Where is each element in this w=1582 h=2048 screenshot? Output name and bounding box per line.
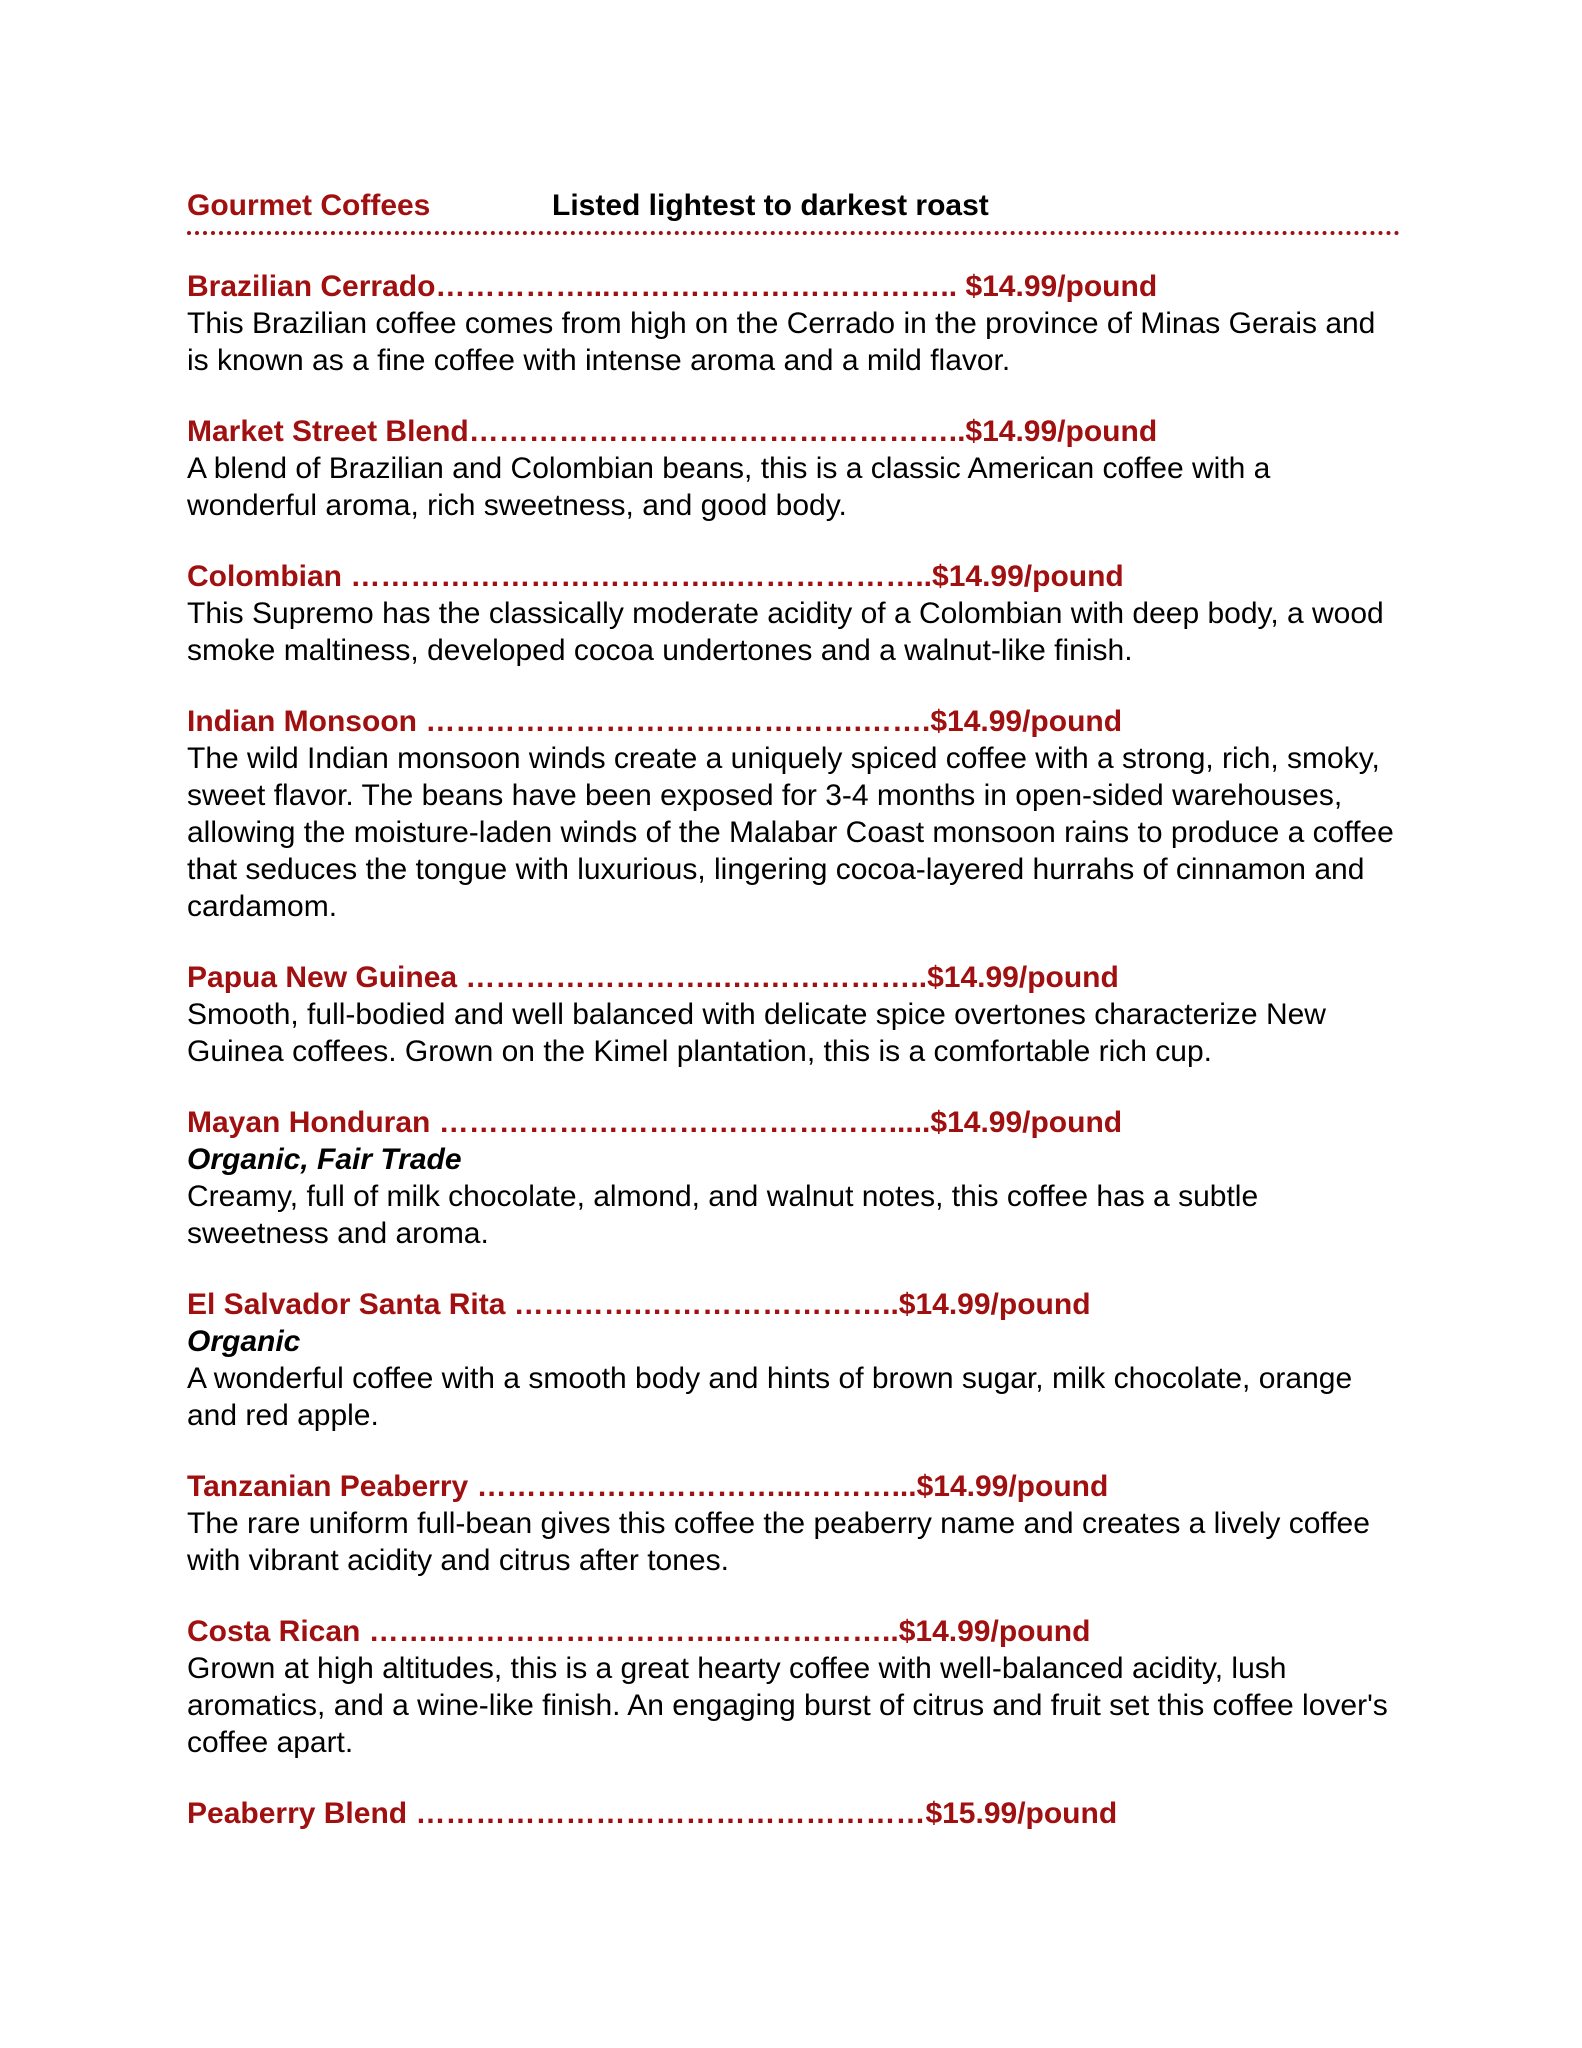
coffee-name: Indian Monsoon (187, 705, 426, 738)
coffee-name: Papua New Guinea (187, 961, 466, 994)
coffee-price-line (187, 959, 1400, 996)
coffee-item (187, 1613, 1400, 1761)
dot-leader: ……………………..….…………….. (465, 961, 928, 994)
coffee-item (187, 703, 1400, 925)
section-title: Gourmet Coffees (187, 189, 431, 222)
dot-leader: ………….…………………….. (513, 1288, 899, 1321)
coffee-price-line (187, 1104, 1400, 1141)
coffee-price: $14.99/pound (916, 1470, 1109, 1503)
coffee-price: $15.99/pound (925, 1797, 1118, 1830)
coffee-item (187, 1104, 1400, 1252)
dot-leader: …………………………...………... (476, 1470, 917, 1503)
coffee-name: Peaberry Blend (187, 1797, 416, 1830)
coffee-item (187, 1286, 1400, 1434)
coffee-description: The wild Indian monsoon winds create a uniquely spiced coffee with a strong, rich, smoky, sweet flavor. The beans have been exposed for 3-4 months in open-sided warehouses, allowing the moisture-laden winds of the Malabar Coast monsoon rains to produce a coffee that seduces the tongue with luxurious, lingering cocoa-layered hurrahs of cinnamon and cardamom. (187, 742, 1394, 923)
dot-leader: ………………………….………….……. (425, 705, 931, 738)
coffee-item (187, 558, 1400, 669)
coffee-name: Market Street Blend (187, 415, 469, 448)
coffee-description: Creamy, full of milk chocolate, almond, and walnut notes, this coffee has a subtle sweetness and aroma. (187, 1180, 1259, 1250)
coffee-price: $14.99/pound (932, 560, 1124, 593)
coffee-price: $14.99/pound (898, 1288, 1091, 1321)
certification-tag: Organic (187, 1325, 301, 1358)
dot-leader: ……………...…………………………….. (435, 270, 966, 303)
coffee-list (187, 268, 1400, 1832)
coffee-name: Brazilian Cerrado (187, 270, 436, 303)
certification-tag: Organic, Fair Trade (187, 1143, 462, 1176)
coffee-price: $14.99/pound (930, 705, 1123, 738)
coffee-item (187, 1468, 1400, 1579)
dot-leader: …………………………………………… (415, 1797, 926, 1830)
coffee-price-line (187, 703, 1400, 740)
coffee-price-line (187, 268, 1400, 305)
coffee-description: This Brazilian coffee comes from high on the Cerrado in the province of Minas Gerais and is known as a fine coffee with intense aroma and a mild flavor. (187, 307, 1376, 377)
dot-leader: ………………………………...……………….. (350, 560, 933, 593)
coffee-description: This Supremo has the classically moderate acidity of a Colombian with deep body, a wood smoke maltiness, developed cocoa undertones and a walnut-like finish. (187, 597, 1384, 667)
dotted-divider (187, 231, 1400, 235)
dot-leader: ………………………………………..... (438, 1106, 931, 1139)
dot-leader: ……..………………………..…………….. (368, 1615, 899, 1648)
coffee-price-line (187, 1613, 1400, 1650)
coffee-item (187, 413, 1400, 524)
menu-header (187, 187, 1400, 225)
coffee-price-line (187, 1468, 1400, 1505)
coffee-item (187, 959, 1400, 1070)
coffee-price: $14.99/pound (927, 961, 1119, 994)
coffee-price: $14.99/pound (898, 1615, 1091, 1648)
coffee-price-line (187, 558, 1400, 595)
coffee-name: Colombian (187, 560, 351, 593)
coffee-description: Grown at high altitudes, this is a great hearty coffee with well-balanced acidity, lush aromatics, and a wine-like finish. An engaging burst of citrus and fruit set this coffee lover's coffee apart. (187, 1652, 1388, 1759)
coffee-item (187, 1795, 1400, 1832)
coffee-price: $14.99/pound (965, 415, 1158, 448)
coffee-item (187, 268, 1400, 379)
roast-order-note: Listed lightest to darkest roast (552, 189, 989, 222)
coffee-price-line (187, 1286, 1400, 1323)
coffee-menu-page (187, 187, 1400, 1866)
coffee-price: $14.99/pound (965, 270, 1158, 303)
coffee-name: Costa Rican (187, 1615, 369, 1648)
coffee-description: The rare uniform full-bean gives this coffee the peaberry name and creates a lively coffee with vibrant acidity and citrus after tones. (187, 1507, 1370, 1577)
coffee-price-line (187, 413, 1400, 450)
coffee-price-line (187, 1795, 1400, 1832)
coffee-name: Tanzanian Peaberry (187, 1470, 477, 1503)
coffee-description: Smooth, full-bodied and well balanced with delicate spice overtones characterize New Guinea coffees. Grown on the Kimel plantation, this is a comfortable rich cup. (187, 998, 1326, 1068)
coffee-price: $14.99/pound (930, 1106, 1123, 1139)
coffee-name: El Salvador Santa Rita (187, 1288, 514, 1321)
coffee-description: A blend of Brazilian and Colombian beans, this is a classic American coffee with a wonderful aroma, rich sweetness, and good body. (187, 452, 1271, 522)
dot-leader: ………………………………………….. (468, 415, 966, 448)
coffee-name: Mayan Honduran (187, 1106, 439, 1139)
coffee-description: A wonderful coffee with a smooth body and hints of brown sugar, milk chocolate, orange and red apple. (187, 1362, 1353, 1432)
